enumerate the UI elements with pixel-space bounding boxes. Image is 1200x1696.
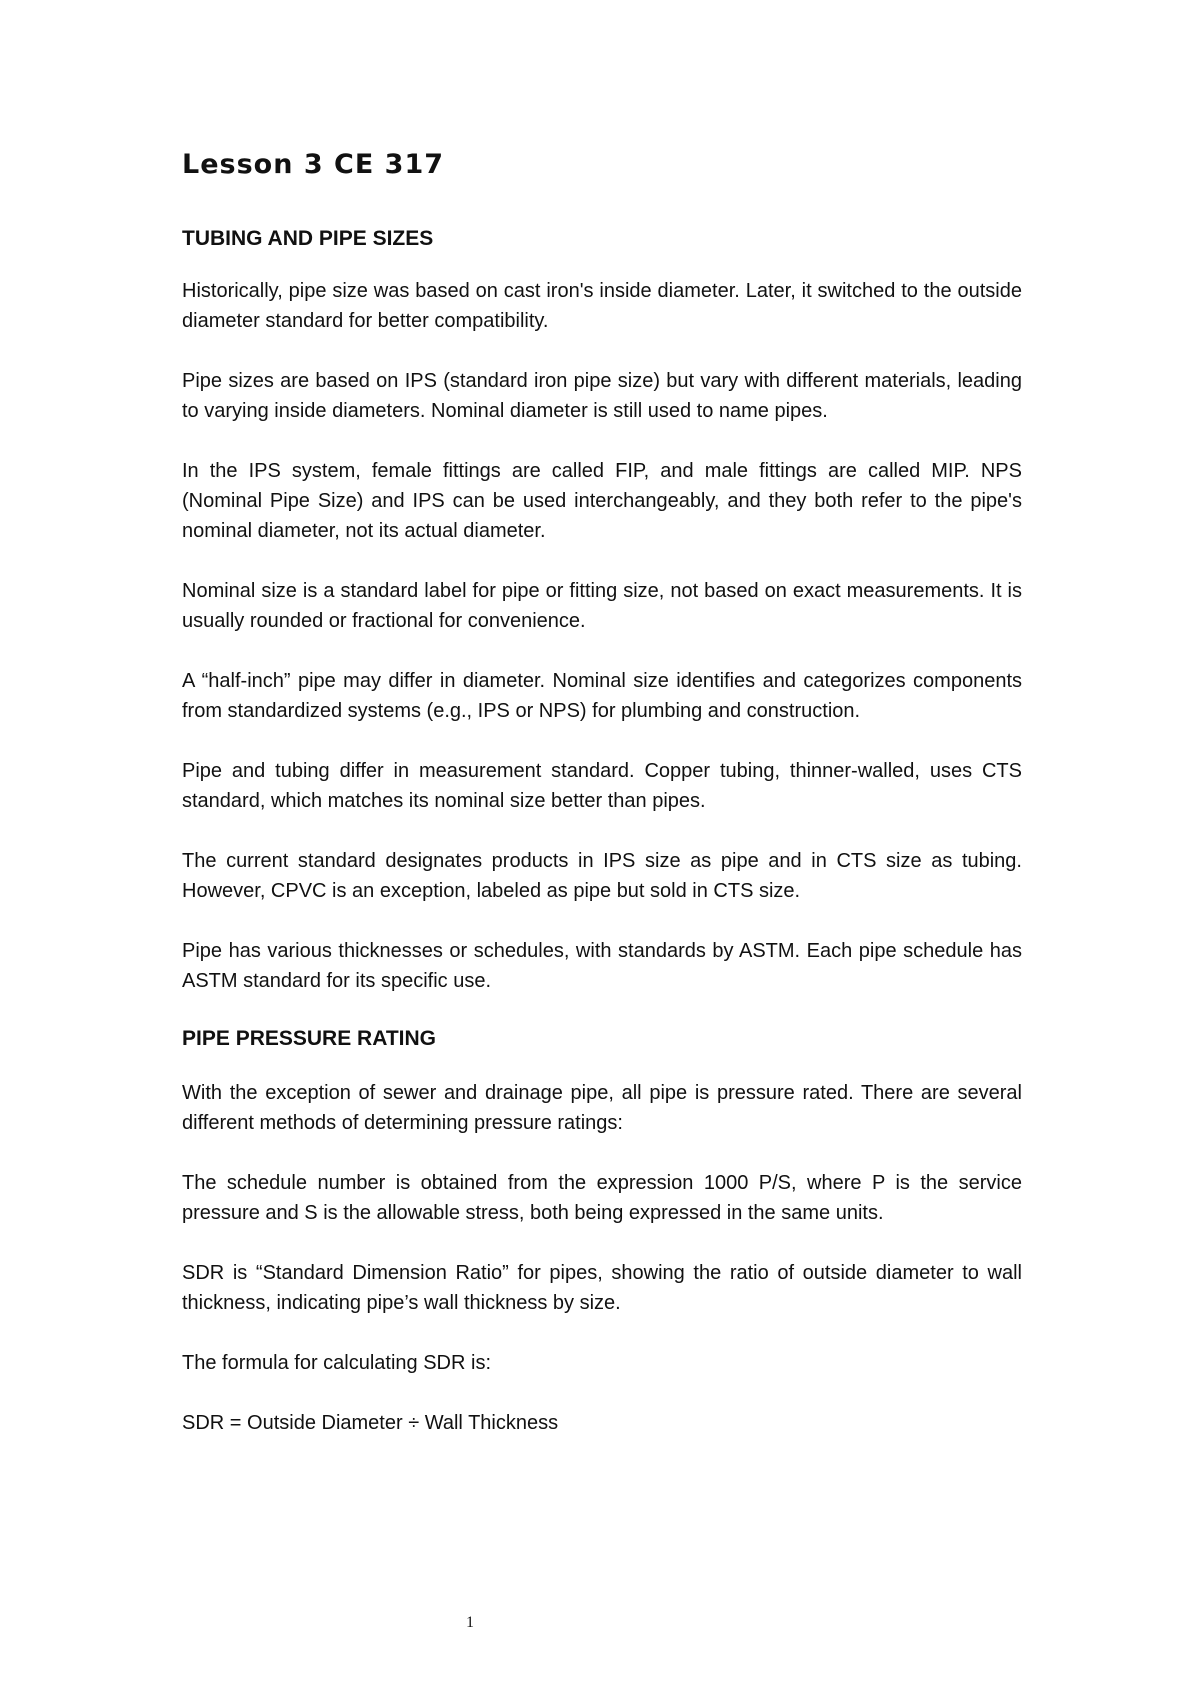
paragraph-ips-sizes: Pipe sizes are based on IPS (standard iron pipe size) but vary with different materials, leading to varying inside diameters. Nominal diameter is still used to name pipes. — [182, 370, 1022, 422]
paragraph-fip-mip: In the IPS system, female fittings are called FIP, and male fittings are called MIP. NPS (Nominal Pipe Size) and IPS can be used interchangeably, and they both refer to the pipe's nominal diameter, not its actual diameter. — [182, 460, 1022, 542]
page-number: 1 — [466, 1614, 474, 1631]
paragraph-schedule-number: The schedule number is obtained from the expression 1000 P/S, where P is the service pressure and S is the allowable stress, both being expressed in the same units. — [182, 1172, 1022, 1224]
paragraph-pressure-rated: With the exception of sewer and drainage pipe, all pipe is pressure rated. There are several different methods of determining pressure ratings: — [182, 1082, 1022, 1134]
paragraph-sdr-definition: SDR is “Standard Dimension Ratio” for pipes, showing the ratio of outside diameter to wall thickness, indicating pipe’s wall thickness by size. — [182, 1262, 1022, 1314]
section-heading-tubing-and-pipe-sizes: TUBING AND PIPE SIZES — [182, 227, 434, 250]
paragraph-schedules: Pipe has various thicknesses or schedules, with standards by ASTM. Each pipe schedule has ASTM standard for its specific use. — [182, 940, 1022, 992]
document-body — [182, 148, 1022, 1468]
paragraph-history: Historically, pipe size was based on cast iron's inside diameter. Later, it switched to the outside diameter standard for better compatibility. — [182, 280, 1022, 332]
section-heading-pipe-pressure-rating: PIPE PRESSURE RATING — [182, 1027, 436, 1050]
paragraph-current-standard: The current standard designates products in IPS size as pipe and in CTS size as tubing. However, CPVC is an exception, labeled as pipe but sold in CTS size. — [182, 850, 1022, 902]
document-title: Lesson 3 CE 317 — [182, 149, 445, 180]
paragraph-nominal-size: Nominal size is a standard label for pipe or fitting size, not based on exact measurements. It is usually rounded or fractional for convenience. — [182, 580, 1022, 632]
sdr-formula: SDR = Outside Diameter ÷ Wall Thickness — [182, 1412, 559, 1434]
paragraph-half-inch: A “half-inch” pipe may differ in diameter. Nominal size identifies and categorizes components from standardized systems (e.g., IPS or NPS) for plumbing and construction. — [182, 670, 1022, 722]
paragraph-sdr-formula-intro: The formula for calculating SDR is: — [182, 1352, 492, 1374]
paragraph-pipe-vs-tubing: Pipe and tubing differ in measurement standard. Copper tubing, thinner-walled, uses CTS standard, which matches its nominal size better than pipes. — [182, 760, 1022, 812]
